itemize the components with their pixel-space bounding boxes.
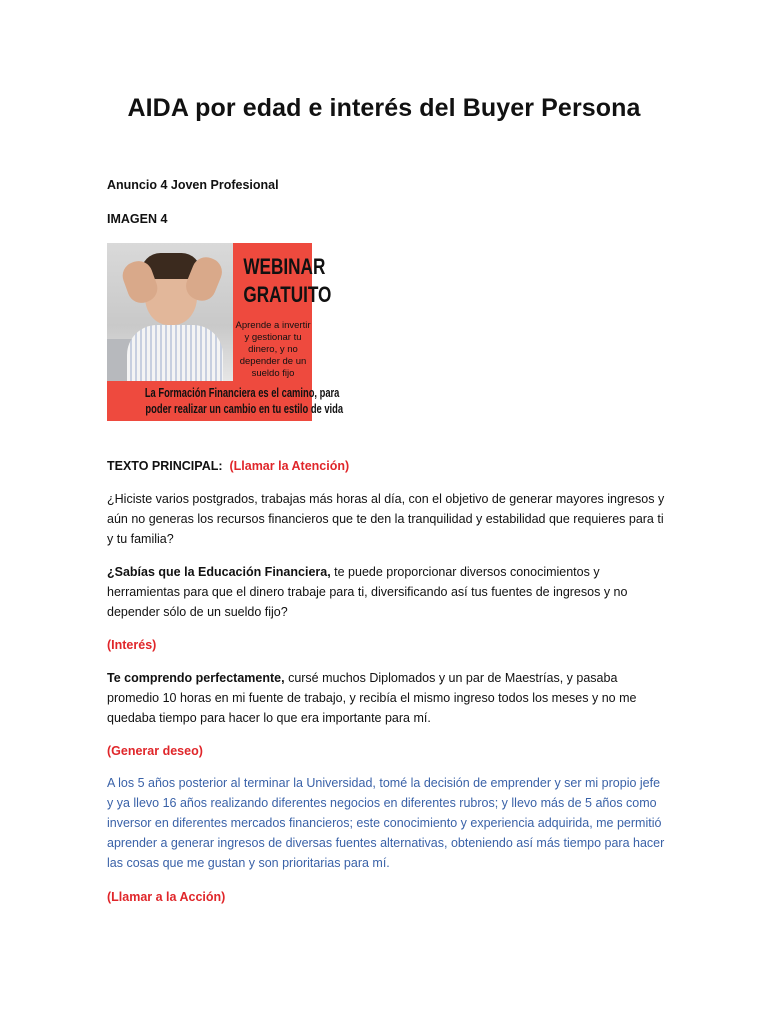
ad-headline-line-2: GRATUITO bbox=[243, 282, 332, 307]
shirt-shape bbox=[127, 325, 223, 385]
page-title: AIDA por edad e interés del Buyer Persona bbox=[127, 94, 641, 122]
paragraph-4: A los 5 años posterior al terminar la Universidad, tomé la decisión de emprender y ser mi propio jefe y ya llevo 16 años realizando diferentes negocios en diferentes rubros; y llevo más de 5 años como inversor en diferentes mercados financieros; este conocimiento y experiencia adquirida, me permitió aprender a generar ingresos de diversas fuentes alternativas, obteniendo así más tiempo para hacer las cosas que me gustan y son prioritarias para mí. bbox=[107, 776, 665, 870]
ad-banner-line-1: La Formación Financiera es el camino, para bbox=[144, 385, 340, 400]
attention-tag: (Llamar la Atención) bbox=[229, 459, 350, 473]
paragraph-2 bbox=[107, 562, 667, 622]
paragraph-3-rest: cursé muchos Diplomados y un par de Maestrías, y pasaba promedio 10 horas en mi fuente de trabajo, y recibía el mismo ingreso todos los meses y no me quedaba tiempo para hacer lo que era importante para mí. bbox=[107, 671, 637, 725]
image-label: IMAGEN 4 bbox=[107, 212, 168, 226]
ad-headline bbox=[243, 253, 332, 309]
action-tag: (Llamar a la Acción) bbox=[107, 890, 226, 904]
ad-subtext: Aprende a invertir y gestionar tu dinero, y no depender de un sueldo fijo bbox=[235, 320, 311, 379]
paragraph-3-bold: Te comprendo perfectamente, bbox=[107, 671, 285, 685]
ad-banner bbox=[107, 381, 344, 421]
main-text-label: TEXTO PRINCIPAL: bbox=[107, 459, 223, 473]
main-text-heading bbox=[107, 456, 667, 476]
paragraph-3 bbox=[107, 668, 667, 728]
ad-headline-line-1: WEBINAR bbox=[243, 254, 326, 279]
stressed-man-photo bbox=[107, 243, 233, 381]
ad-banner-line-2: poder realizar un cambio en tu estilo de vida bbox=[145, 401, 344, 416]
interest-tag: (Interés) bbox=[107, 638, 157, 652]
desire-tag: (Generar deseo) bbox=[107, 744, 203, 758]
paragraph-1: ¿Hiciste varios postgrados, trabajas más horas al día, con el objetivo de generar mayores ingresos y aún no generas los recursos financieros que te den la tranquilidad y estabilidad que requieres para ti y tu familia? bbox=[107, 492, 665, 546]
paragraph-2-bold: ¿Sabías que la Educación Financiera, bbox=[107, 565, 331, 579]
ad-label: Anuncio 4 Joven Profesional bbox=[107, 178, 279, 192]
paragraph-2-rest: te puede proporcionar diversos conocimientos y herramientas para que el dinero trabaje para ti, diversificando así tus fuentes de ingresos y no depender sólo de un sueldo fijo? bbox=[107, 565, 628, 619]
ad-image bbox=[107, 243, 344, 421]
